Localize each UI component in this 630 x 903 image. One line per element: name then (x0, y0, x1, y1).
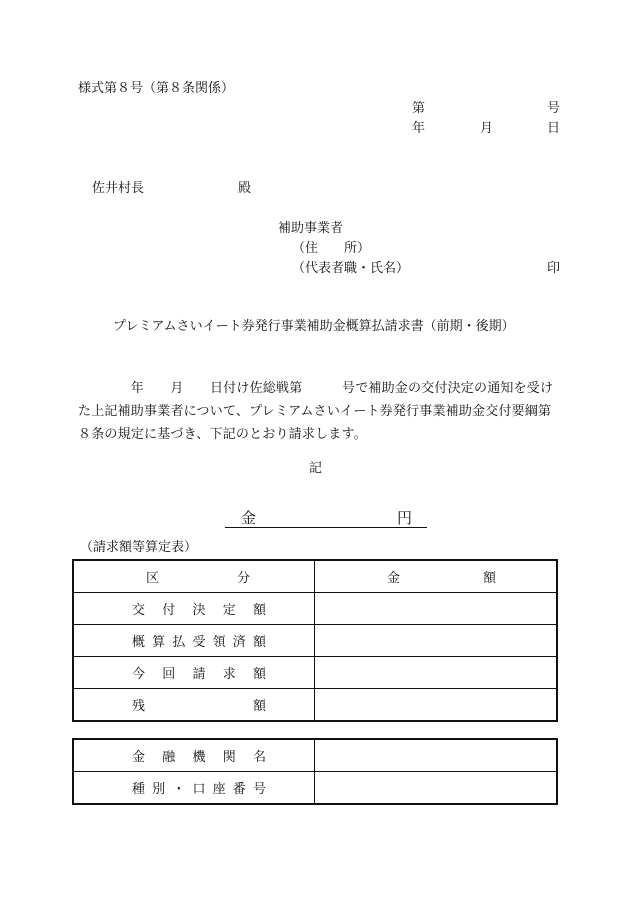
table-row (73, 657, 557, 689)
row-label-account: 種 別 ・ 口 座 番 号 (73, 772, 315, 805)
date-day: 日 (547, 121, 561, 136)
addressee-honorific: 殿 (238, 181, 252, 196)
doc-no-suffix: 号 (547, 101, 561, 116)
table-row (73, 739, 557, 772)
table-row (73, 689, 557, 722)
row-label-granted: 交 付 決 定 額 (73, 593, 315, 625)
row-value-current[interactable] (315, 657, 558, 689)
document-title: プレミアムさいイート券発行事業補助金概算払請求書（前期・後期） (113, 319, 515, 334)
applicant-title: 補助事業者 (278, 221, 344, 236)
row-label-remaining: 残 額 (73, 689, 315, 722)
ki-label: 記 (309, 461, 323, 476)
row-label-bank-name: 金 融 機 関 名 (73, 739, 315, 772)
body-text: 年 月 日付け佐総戦第 号で補助金の交付決定の通知を受けた上記補助事業者について、プレミアムさいイート券発行事業補助金交付要綱第８条の規定に基づき、下記のとおり請求します。 (78, 381, 554, 442)
row-value-granted[interactable] (315, 593, 558, 625)
calc-table (72, 559, 558, 722)
row-label-received: 概 算 払 受 領 済 額 (73, 625, 315, 657)
amount-line (225, 509, 427, 528)
addressee-name: 佐井村長 (92, 181, 145, 196)
table-header-row (73, 560, 557, 593)
date-month: 月 (480, 121, 494, 136)
row-label-current: 今 回 請 求 額 (73, 657, 315, 689)
row-value-received[interactable] (315, 625, 558, 657)
table-row (73, 772, 557, 805)
bank-table (72, 738, 558, 805)
seal-mark: 印 (547, 261, 561, 276)
row-value-remaining[interactable] (315, 689, 558, 722)
applicant-address: （住 所） (292, 241, 371, 256)
amount-suffix: 円 (397, 509, 413, 527)
table-row (73, 593, 557, 625)
row-value-account[interactable] (315, 772, 558, 805)
applicant-representative: （代表者職・氏名） (292, 261, 410, 276)
row-value-bank-name[interactable] (315, 739, 558, 772)
table-caption: （請求額等算定表） (80, 540, 198, 555)
doc-no-prefix: 第 (412, 101, 426, 116)
table-row (73, 625, 557, 657)
header-category: 区 分 (73, 560, 315, 593)
amount-prefix: 金 (241, 509, 257, 527)
form-number: 様式第８号（第８条関係） (78, 81, 235, 96)
header-amount: 金 額 (315, 560, 558, 593)
date-year: 年 (412, 121, 426, 136)
